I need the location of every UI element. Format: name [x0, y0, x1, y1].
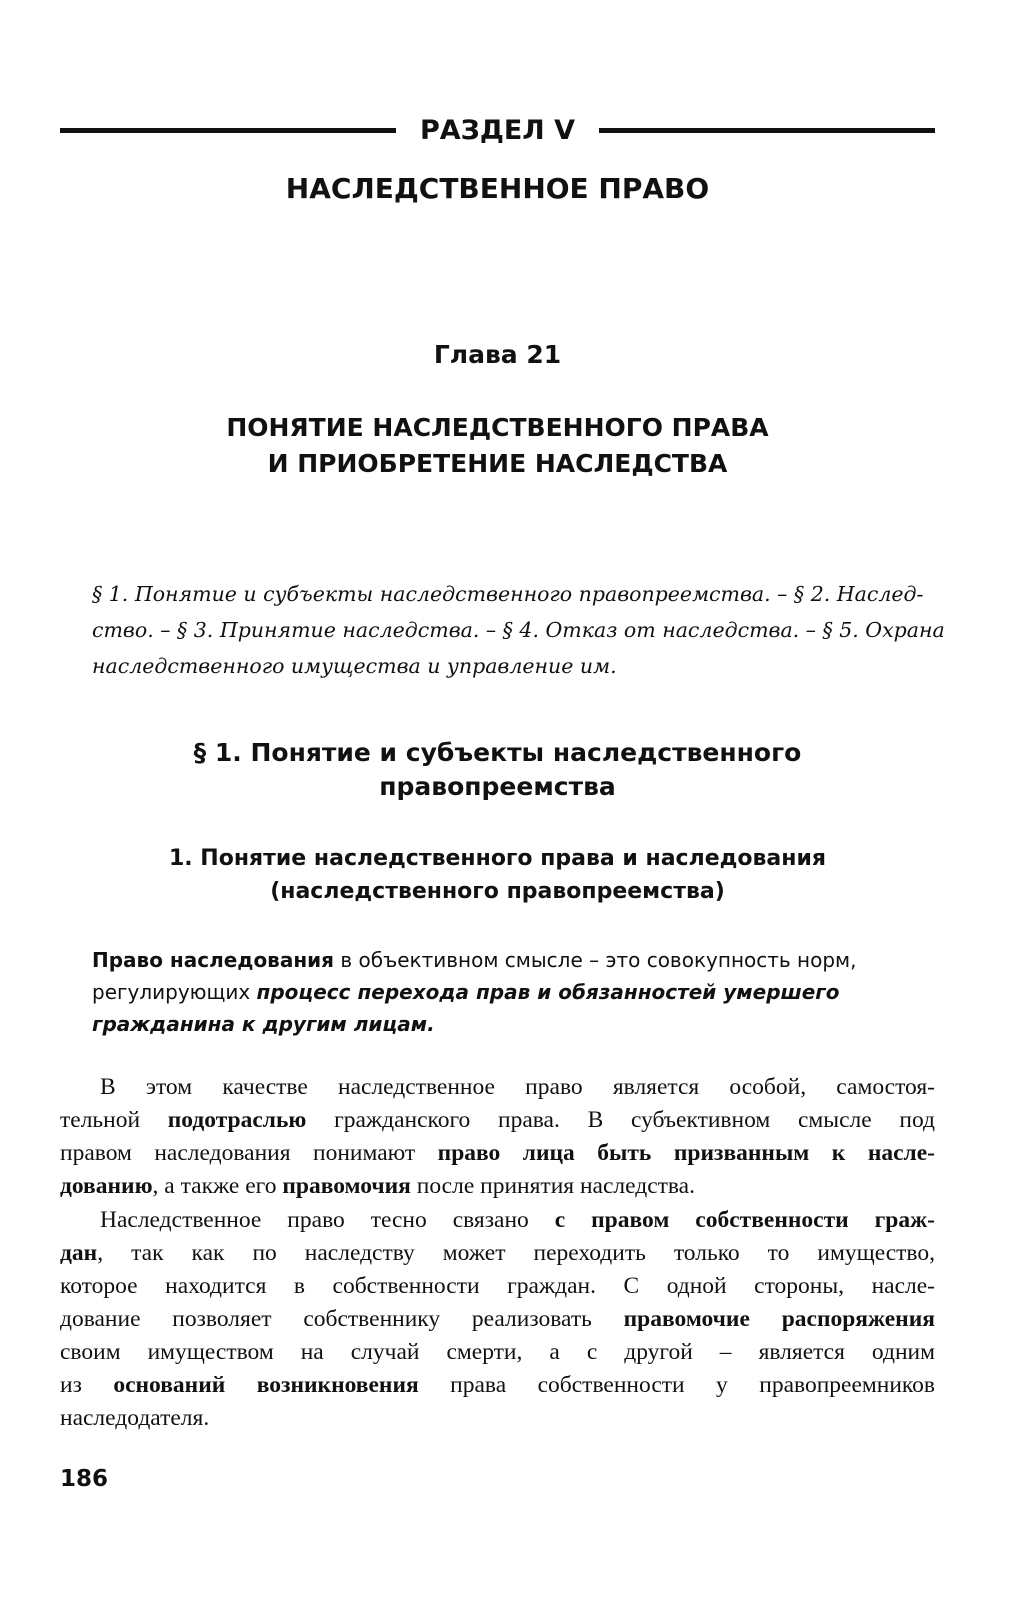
- contents-line: ство. – § 3. Принятие наследства. – § 4. Отказ от наследства. – § 5. Охрана: [92, 618, 945, 642]
- definition-line: [92, 976, 934, 1008]
- subheading-line: 1. Понятие наследственного права и наследования: [168, 846, 827, 871]
- text-run: , так как по наследству может переходить только то имущество,: [97, 1240, 935, 1266]
- text-line: своим имуществом на случай смерти, а с другой – является одним: [60, 1339, 935, 1365]
- text-run: из: [60, 1372, 114, 1398]
- page-number: 186: [60, 1466, 109, 1492]
- highlight-term: оснований возникновения: [113, 1372, 419, 1398]
- chapter-contents: [92, 576, 945, 684]
- text-run: правом наследования понимают: [60, 1140, 438, 1166]
- text-run: после принятия наследства.: [410, 1173, 695, 1199]
- highlight-term: дан: [60, 1240, 98, 1266]
- text-line: [60, 1369, 935, 1402]
- text-run: дование позволяет собственнику реализовать: [60, 1306, 624, 1332]
- text-line: В этом качестве наследственное право является особой, самостоя-: [100, 1074, 935, 1100]
- definition-block: [92, 944, 934, 1040]
- header-rule-right: [599, 128, 935, 133]
- text-line: [60, 1104, 935, 1137]
- section-label: РАЗДЕЛ V: [419, 114, 576, 146]
- definition-line: [92, 1008, 934, 1040]
- text-run: тельной: [60, 1107, 168, 1133]
- body-paragraph-1: [60, 1071, 935, 1203]
- definition-term: Право наследования: [92, 948, 335, 972]
- chapter-title-line: И ПРИОБРЕТЕНИЕ НАСЛЕДСТВА: [267, 449, 728, 478]
- paragraph-title: [60, 736, 935, 804]
- highlight-term: подотраслью: [167, 1107, 307, 1133]
- text-line: наследодателя.: [60, 1405, 210, 1431]
- definition-emphasis: гражданина к другим лицам.: [92, 1012, 435, 1036]
- text-run: Наследственное право тесно связано: [100, 1207, 555, 1233]
- text-run: гражданского права. В субъективном смысле под: [306, 1107, 935, 1133]
- contents-line: § 1. Понятие и субъекты наследственного правопреемства. – § 2. Наслед-: [92, 582, 924, 606]
- text-line: [60, 1204, 935, 1237]
- definition-text: в объективном смысле – это совокупность норм,: [334, 948, 857, 972]
- header-rule-left: [60, 128, 396, 133]
- subheading: [60, 842, 935, 908]
- paragraph-title-line: правопреемства: [379, 772, 616, 801]
- part-title: НАСЛЕДСТВЕННОЕ ПРАВО: [285, 172, 710, 205]
- text-line: [60, 1303, 935, 1336]
- text-line: [60, 1170, 935, 1203]
- text-run: , а также его: [152, 1173, 283, 1199]
- text-run: права собственности у правопреемников: [418, 1372, 935, 1398]
- text-line: [60, 1237, 935, 1270]
- subheading-line: (наследственного правопреемства): [270, 879, 725, 904]
- chapter-title-line: ПОНЯТИЕ НАСЛЕДСТВЕННОГО ПРАВА: [226, 413, 769, 442]
- definition-text: регулирующих: [92, 980, 257, 1004]
- paragraph-title-line: § 1. Понятие и субъекты наследственного: [193, 738, 802, 767]
- text-line: [60, 1137, 935, 1170]
- highlight-term: правомочие распоряжения: [623, 1306, 935, 1332]
- chapter-number: Глава 21: [433, 340, 562, 369]
- definition-emphasis: процесс перехода прав и обязанностей умершего: [256, 980, 840, 1004]
- section-header: [60, 108, 935, 152]
- contents-line: наследственного имущества и управление им.: [92, 654, 617, 678]
- highlight-term: право лица быть призванным к насле-: [437, 1140, 936, 1166]
- highlight-term: с правом собственности граж-: [554, 1207, 935, 1233]
- definition-line: [92, 944, 934, 976]
- text-line: которое находится в собственности граждан. С одной стороны, насле-: [60, 1273, 935, 1299]
- chapter-title: [60, 410, 935, 482]
- highlight-term: правомочия: [282, 1173, 411, 1199]
- body-paragraph-2: [60, 1204, 935, 1435]
- highlight-term: дованию: [60, 1173, 153, 1199]
